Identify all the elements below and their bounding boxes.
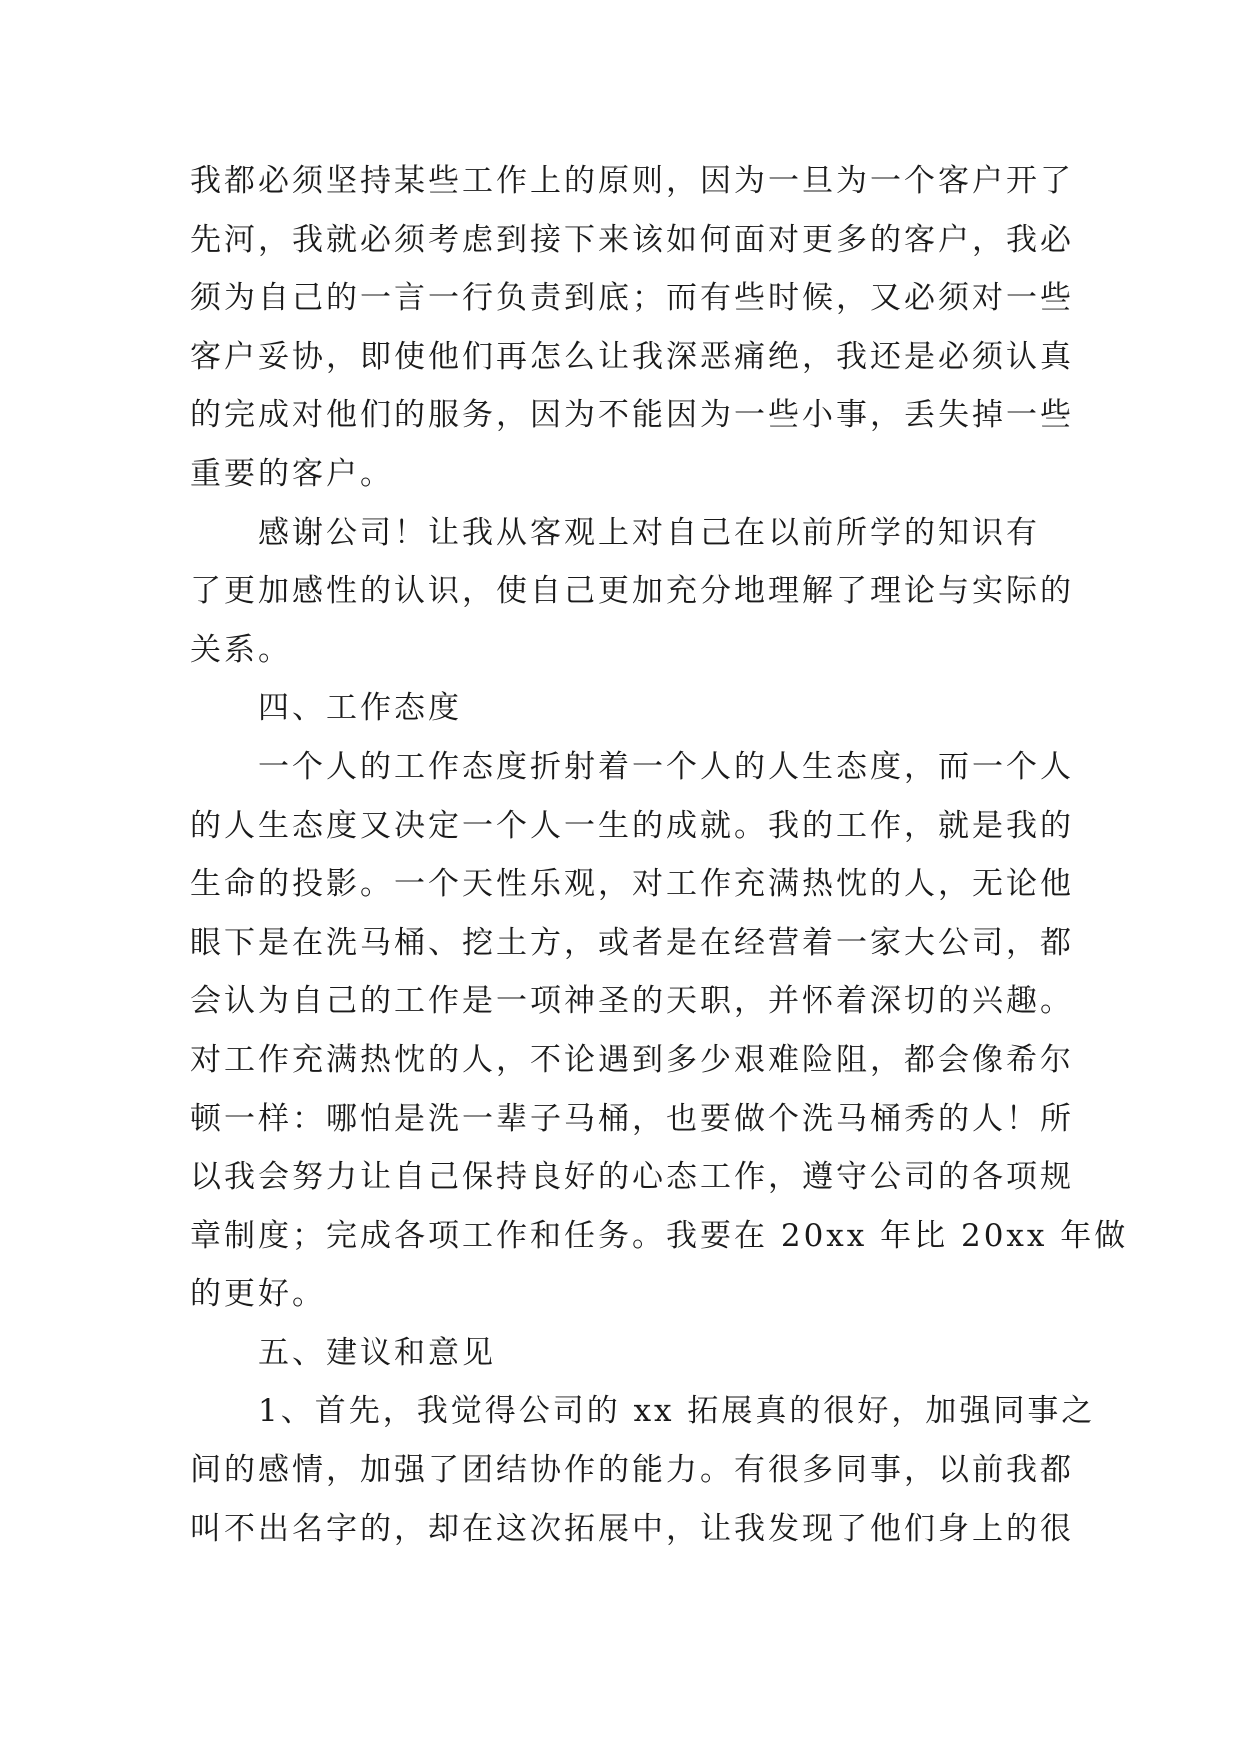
- text-line: 了更加感性的认识，使自己更加充分地理解了理论与实际的: [190, 573, 1074, 610]
- text-line: 关系。: [190, 631, 292, 668]
- text-line: 以我会努力让自己保持良好的心态工作，遵守公司的各项规: [190, 1159, 1074, 1196]
- text-line: 的人生态度又决定一个人一生的成就。我的工作，就是我的: [190, 807, 1074, 844]
- text-line: 须为自己的一言一行负责到底；而有些时候，又必须对一些: [190, 280, 1074, 317]
- text-line: 章制度；完成各项工作和任务。我要在 20xx 年比 20xx 年做: [190, 1217, 1129, 1254]
- text-line: 的更好。: [190, 1276, 326, 1313]
- text-line: 眼下是在洗马桶、挖土方，或者是在经营着一家大公司，都: [190, 924, 1074, 961]
- text-line: 先河，我就必须考虑到接下来该如何面对更多的客户，我必: [190, 221, 1074, 258]
- text-line: 的完成对他们的服务，因为不能因为一些小事，丢失掉一些: [190, 397, 1074, 434]
- text-line: 叫不出名字的，却在这次拓展中，让我发现了他们身上的很: [190, 1510, 1074, 1547]
- text-line: 顿一样：哪怕是洗一辈子马桶，也要做个洗马桶秀的人！所: [190, 1100, 1074, 1137]
- text-line: 间的感情，加强了团结协作的能力。有很多同事，以前我都: [190, 1452, 1074, 1489]
- paragraph-line: 感谢公司！让我从客观上对自己在以前所学的知识有: [190, 514, 1040, 551]
- paragraph-line: 1、首先，我觉得公司的 xx 拓展真的很好，加强同事之: [190, 1393, 1096, 1430]
- paragraph-line: 一个人的工作态度折射着一个人的人生态度，而一个人: [190, 748, 1074, 785]
- text-line: 重要的客户。: [190, 455, 394, 492]
- section-heading: 五、建议和意见: [190, 1334, 496, 1371]
- text-line: 我都必须坚持某些工作上的原则，因为一旦为一个客户开了: [190, 163, 1074, 199]
- text-line: 生命的投影。一个天性乐观，对工作充满热忱的人，无论他: [190, 866, 1074, 903]
- body-text: [190, 152, 1129, 1558]
- text-line: 会认为自己的工作是一项神圣的天职，并怀着深切的兴趣。: [190, 983, 1074, 1020]
- text-line: 对工作充满热忱的人，不论遇到多少艰难险阻，都会像希尔: [190, 1041, 1074, 1078]
- text-line: 客户妥协，即使他们再怎么让我深恶痛绝，我还是必须认真: [190, 338, 1074, 375]
- section-heading: 四、工作态度: [190, 690, 462, 727]
